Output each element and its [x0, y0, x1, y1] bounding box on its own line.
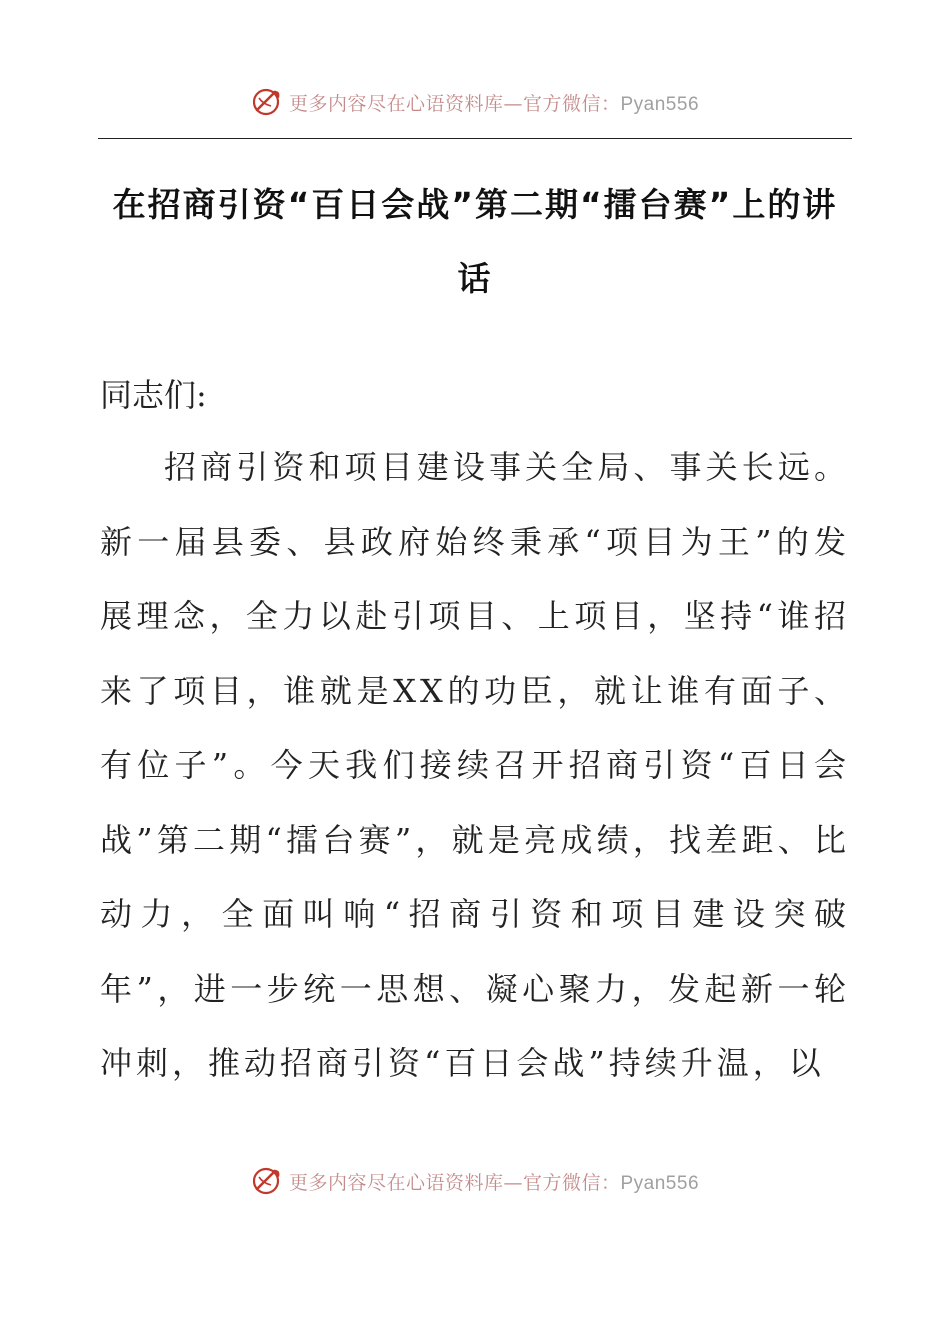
footer-banner-text: 更多内容尽在心语资料库—官方微信：Pyan556 [288, 1171, 700, 1194]
header-banner-text: 更多内容尽在心语资料库—官方微信：Pyan556 [288, 92, 700, 115]
header-banner [0, 82, 950, 122]
wechat-id: Pyan556 [620, 93, 700, 115]
quill-pen-logo-icon [251, 1165, 283, 1197]
header-divider [98, 138, 852, 139]
quill-pen-logo-icon [251, 86, 283, 118]
body-paragraph: 招商引资和项目建设事关全局、事关长远。新一届县委、县政府始终秉承“项目为王”的发展理念，全力以赴引项目、上项目，坚持“谁招来了项目，谁就是XX的功臣，就让谁有面子、有位子”。今天我们接续召开招商引资“百日会战”第二期“擂台赛”，就是亮成绩，找差距、比动力，全面叫响“招商引资和项目建设突破年”，进一步统一思想、凝心聚力，发起新一轮冲刺，推动招商引资“百日会战”持续升温，以 [100, 448, 850, 1082]
greeting: 同志们: [100, 376, 207, 414]
footer-banner [0, 1161, 950, 1201]
wechat-id: Pyan556 [620, 1172, 700, 1194]
document-title: 在招商引资“百日会战”第二期“擂台赛”上的讲话 [112, 185, 838, 298]
